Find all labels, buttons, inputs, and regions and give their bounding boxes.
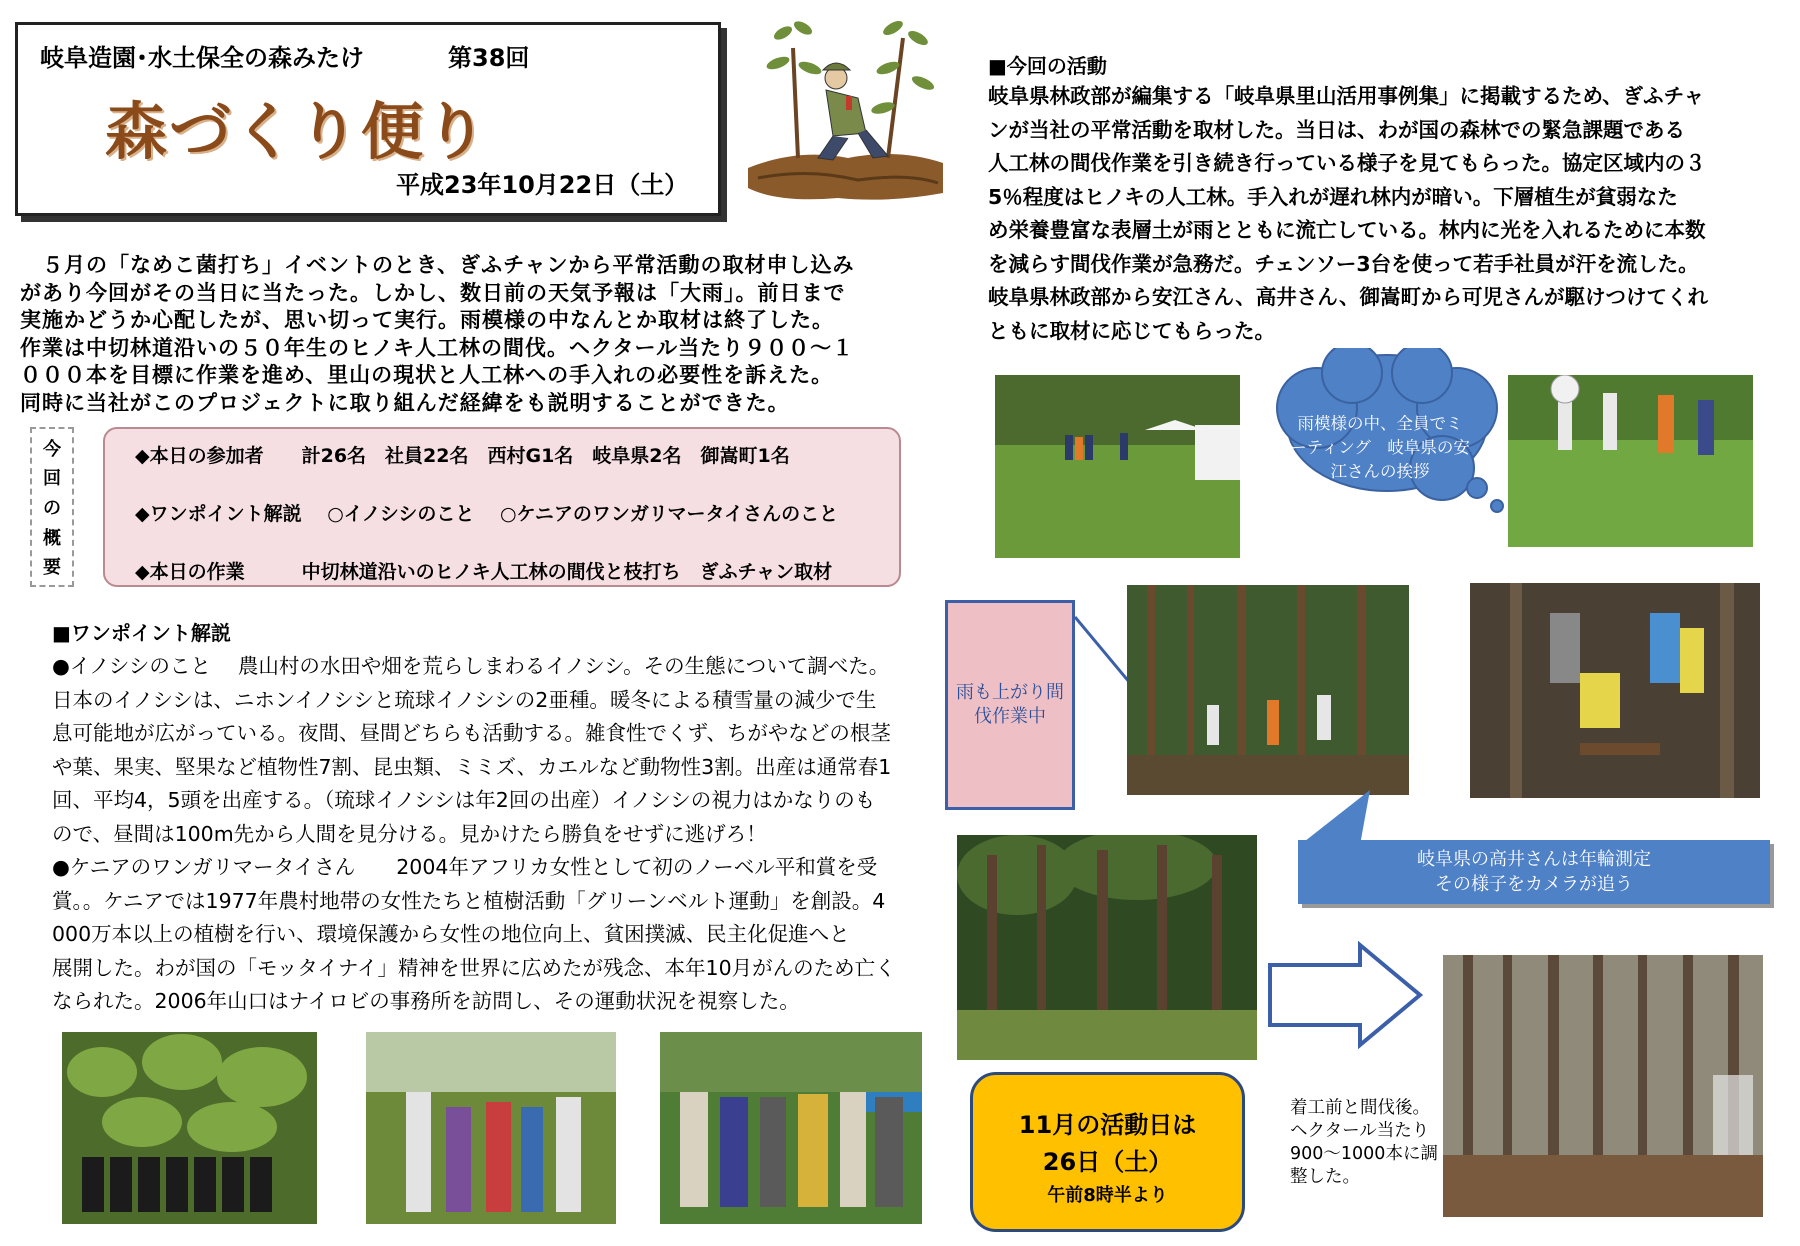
series-title: 岐阜造園･水土保全の森みたけ [40, 44, 364, 72]
rain-callout [945, 600, 1075, 810]
onepoint-line: 展開した。わが国の「モッタイナイ」精神を世界に広めたが残念、本年10月がんのため亡く [52, 955, 896, 980]
overview-onepoint: ◆ワンポイント解説 ○イノシシのこと ○ケニアのワンガリマータイさんのこと [135, 503, 839, 525]
nairobi-visit-photo [660, 1032, 922, 1224]
overview-label-char: 概 [43, 527, 61, 549]
seedlings-photo [62, 1032, 317, 1224]
activity-line: ンが当社の平常活動を取材した。当日は、わが国の森林での緊急課題である [988, 117, 1685, 142]
overview-work: ◆本日の作業 中切林道沿いのヒノキ人工林の間伐と枝打ち ぎふチャン取材 [135, 561, 833, 583]
onepoint-line: ●ケニアのワンガリマータイさん 2004年アフリカ女性として初のノーベル平和賞を受 [52, 855, 878, 879]
onepoint-body [52, 650, 927, 1019]
activity-line: め栄養豊富な表層土が雨とともに流亡している。林内に光を入れるために本数 [988, 218, 1706, 242]
page-title: 森づくり便り [105, 95, 490, 168]
intro-line: ０００本を目標に作業を進め、里山の現状と人工林への手入れの必要性を訴えた。 [20, 363, 834, 387]
overview-label-char: 今 [43, 438, 61, 460]
arrow-right-icon [1265, 940, 1425, 1050]
overview-label [30, 427, 74, 587]
onepoint-line: ので、昼間は100m先から人間を見分ける。見かけたら勝負をせずに逃げろ！ [52, 821, 767, 846]
onepoint-line: や葉、果実、堅果など植物性7割、昆虫類、ミミズ、カエルなど動物性3割。出産は通常春1 [52, 754, 892, 779]
onepoint-line: 息可能地が広がっている。夜間、昼間どちらも活動する。雑食性でくず、ちがやなどの根茎 [52, 721, 891, 745]
activity-heading: ■今回の活動 [988, 54, 1107, 78]
onepoint-line: 賞。。ケニアでは1977年農村地帯の女性たちと植樹活動「グリーンベルト運動」を創設。4 [52, 888, 886, 913]
overview-label-char: の [43, 497, 61, 519]
onepoint-line: 日本のイノシシは、ニホンイノシシと琉球イノシシの2亜種。暖冬による積雪量の減少で生 [52, 687, 877, 712]
intro-line: ５月の「なめこ菌打ち」イベントのとき、ぎふチャンから平常活動の取材申し込み [20, 253, 855, 277]
greeting-photo [1508, 375, 1753, 547]
next-activity-title: 11月の活動日は [1018, 1111, 1197, 1139]
overview-label-char: 回 [43, 468, 61, 490]
after-thinning-note: 着工前と間伐後。ヘクタール当たり900～1000本に調整した。 [1290, 1098, 1438, 1187]
intro-line: があり今回がその当日に当たった。しかし、数日前の天気予報は「大雨」。前日まで [20, 280, 846, 305]
ring-measure-photo [1470, 583, 1760, 798]
intro-paragraph [20, 252, 900, 417]
onepoint-line: 000万本以上の植樹を行い、環境保護から女性の地位向上、貧困撲滅、民主化促進へと [52, 922, 850, 946]
kenya-group-photo [366, 1032, 616, 1224]
intro-line: 作業は中切林道沿いの５０年生のヒノキ人工林の間伐。ヘクタール当たり９００～１ [20, 335, 855, 360]
intro-line: 同時に当社がこのプロジェクトに取り組んだ経緯をも説明することができた。 [20, 390, 790, 415]
onepoint-line: ●イノシシのこと 農山村の水田や畑を荒らしまわるイノシシ。その生態について調べた。 [52, 654, 890, 678]
activity-line: 5％程度はヒノキの人工林。手入れが遅れ林内が暗い。下層植生が貧弱なた [988, 184, 1678, 209]
cloud-callout-text: 雨模様の中、全員でミーティング 岐阜県の安江さんの挨拶 [1290, 414, 1470, 481]
activity-line: 岐阜県林政部から安江さん、高井さん、御嵩町から可児さんが駆けつけてくれ [988, 285, 1708, 309]
activity-body [988, 80, 1763, 348]
ring-measure-line2: その様子をカメラが追う [1435, 874, 1633, 895]
issue-date: 平成23年10月22日（土） [396, 171, 689, 199]
overview-participants: ◆本日の参加者 計26名 社員22名 西村G1名 岐阜県2名 御嵩町1名 [135, 445, 790, 467]
tree-planting-illustration [738, 8, 953, 208]
callout-pointer [1300, 790, 1380, 845]
overview-box [103, 427, 901, 587]
overview-label-char: 要 [43, 557, 61, 579]
thinning-work-photo [1127, 585, 1409, 795]
activity-line: を減らす間伐作業が急務だ。チェンソー3台を使って若手社員が汗を流した。 [988, 251, 1699, 276]
next-activity-date: 26日（土） [1042, 1148, 1173, 1176]
next-activity-time: 午前8時半より [1047, 1185, 1168, 1206]
onepoint-line: なられた。2006年山口はナイロビの事務所を訪問し、その運動状況を視察した。 [52, 989, 800, 1013]
ring-measure-line1: 岐阜県の高井さんは年輪測定 [1417, 849, 1651, 870]
next-activity-box [970, 1072, 1245, 1232]
after-thinning-photo [1443, 955, 1763, 1217]
onepoint-line: 回、平均4，5頭を出産する。（琉球イノシシは年2回の出産）イノシシの視力はかなりのも [52, 788, 876, 812]
issue-number: 第38回 [448, 44, 530, 72]
activity-line: ともに取材に応じてもらった。 [988, 318, 1275, 343]
activity-line: 人工林の間伐作業を引き続き行っている様子を見てもらった。協定区域内の３ [988, 151, 1706, 175]
intro-line: 実施かどうか心配したが、思い切って実行。雨模様の中なんとか取材は終了した。 [20, 308, 834, 332]
activity-line: 岐阜県林政部が編集する「岐阜県里山活用事例集」に掲載するため、ぎふチャ [988, 84, 1705, 108]
before-thinning-photo [957, 835, 1257, 1060]
rain-callout-text: 雨も上がり間伐作業中 [956, 682, 1064, 727]
ring-measure-callout [1298, 840, 1770, 904]
onepoint-heading: ■ワンポイント解説 [52, 621, 231, 645]
meeting-photo [995, 375, 1240, 558]
